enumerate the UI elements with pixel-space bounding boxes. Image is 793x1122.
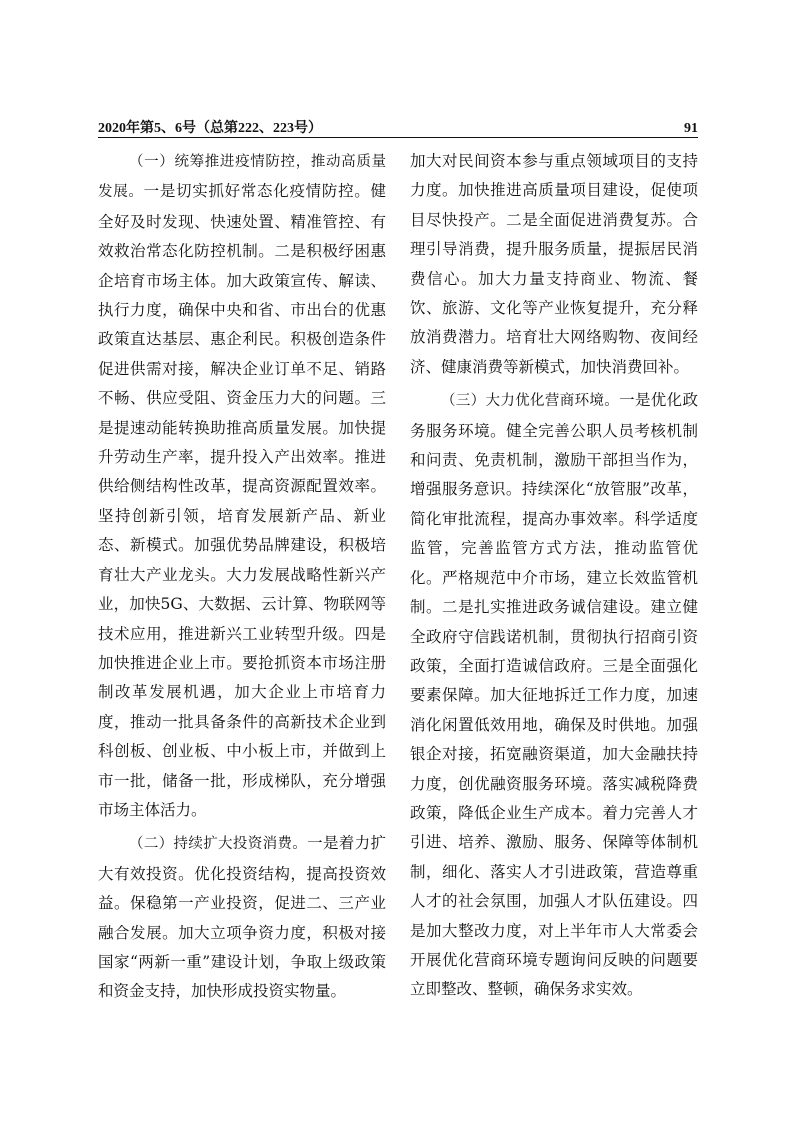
section-heading-2: （二）持续扩大投资消费。 bbox=[129, 836, 308, 853]
paragraph-investment-consumption bbox=[98, 829, 386, 1006]
paragraph-text: 一是优化政务服务环境。健全完善公职人员考核机制和问责、免责机制，激励干部担当作为，增强服务意识。持续深化“放管服”改革，简化审批流程，提高办事效率。科学适度监管，完善监管方式方法，推动监管优化。严格规范中介市场，建立长效监管机制。二是扎实推进政务诚信建设。建立健全政府守信践诺机制，贯彻执行招商引资政策，全面打造诚信政府。三是全面强化要素保障。加大征地拆迁工作力度，加速消化闲置低效用地，确保及时供地。加强银企对接，拓宽融资渠道，加大金融扶持力度，创优融资服务环境。落实减税降费政策，降低企业生产成本。着力完善人才引进、培养、激励、服务、保障等体制机制，细化、落实人才引进政策，营造尊重人才的社会氛围，加强人才队伍建设。四是加大整改力度，对上半年市人大常委会开展优化营商环境专题询问反映的问题要立即整改、整顿，确保务求实效。 bbox=[410, 391, 698, 999]
section-heading-1: （一）统筹推进疫情防控，推动高质量发展。 bbox=[98, 154, 386, 201]
paragraph-text: 一是切实抓好常态化疫情防控。健全好及时发现、快速处置、精准管控、有效救治常态化防控机制。二是积极纾困惠企培育市场主体。加大政策宣传、解读、执行力度，确保中央和省、市出台的优惠政策直达基层、惠企利民。积极创造条件促进供需对接，解决企业订单不足、销路不畅、供应受阻、资金压力大的问题。三是提速动能转换助推高质量发展。加快提升劳动生产率，提升投入产出效率。推进供给侧结构性改革，提高资源配置效率。坚持创新引领，培育发展新产品、新业态、新模式。加强优势品牌建设，积极培育壮大产业龙头。大力发展战略性新兴产业，加快5G、大数据、云计算、物联网等技术应用，推进新兴工业转型升级。四是加快推进企业上市。要抢抓资本市场注册制改革发展机遇，加大企业上市培育力度，推动一批具备条件的高新技术企业到科创板、创业板、中小板上市，并做到上市一批，储备一批，形成梯队，充分增强市场主体活力。 bbox=[98, 182, 386, 819]
paragraph-text: 一是着力扩大有效投资。优化投资结构，提高投资效益。保稳第一产业投资，促进二、三产业融合发展。加大立项争资力度，积极对接国家“两新一重”建设计划，争取上级政策和资金支持，加快形成投资实物量。 bbox=[98, 834, 386, 1001]
page-number: 91 bbox=[684, 121, 698, 136]
paragraph-continued bbox=[410, 147, 698, 382]
right-column bbox=[410, 147, 698, 1009]
running-header bbox=[98, 116, 698, 138]
left-column bbox=[98, 147, 386, 1011]
paragraph-business-environment bbox=[410, 386, 698, 1005]
paragraph-text: 加大对民间资本参与重点领域项目的支持力度。加快推进高质量项目建设，促使项目尽快投产。二是全面促进消费复苏。合理引导消费，提升服务质量，提振居民消费信心。加大力量支持商业、物流、餐饮、旅游、文化等产业恢复提升，充分释放消费潜力。培育壮大网络购物、夜间经济、健康消费等新模式，加快消费回补。 bbox=[410, 152, 698, 376]
paragraph-epidemic-control bbox=[98, 147, 386, 825]
section-heading-3: （三）大力优化营商环境。 bbox=[441, 393, 620, 410]
issue-label: 2020年第5、6号（总第222、223号） bbox=[98, 121, 322, 136]
header-divider bbox=[98, 137, 698, 138]
